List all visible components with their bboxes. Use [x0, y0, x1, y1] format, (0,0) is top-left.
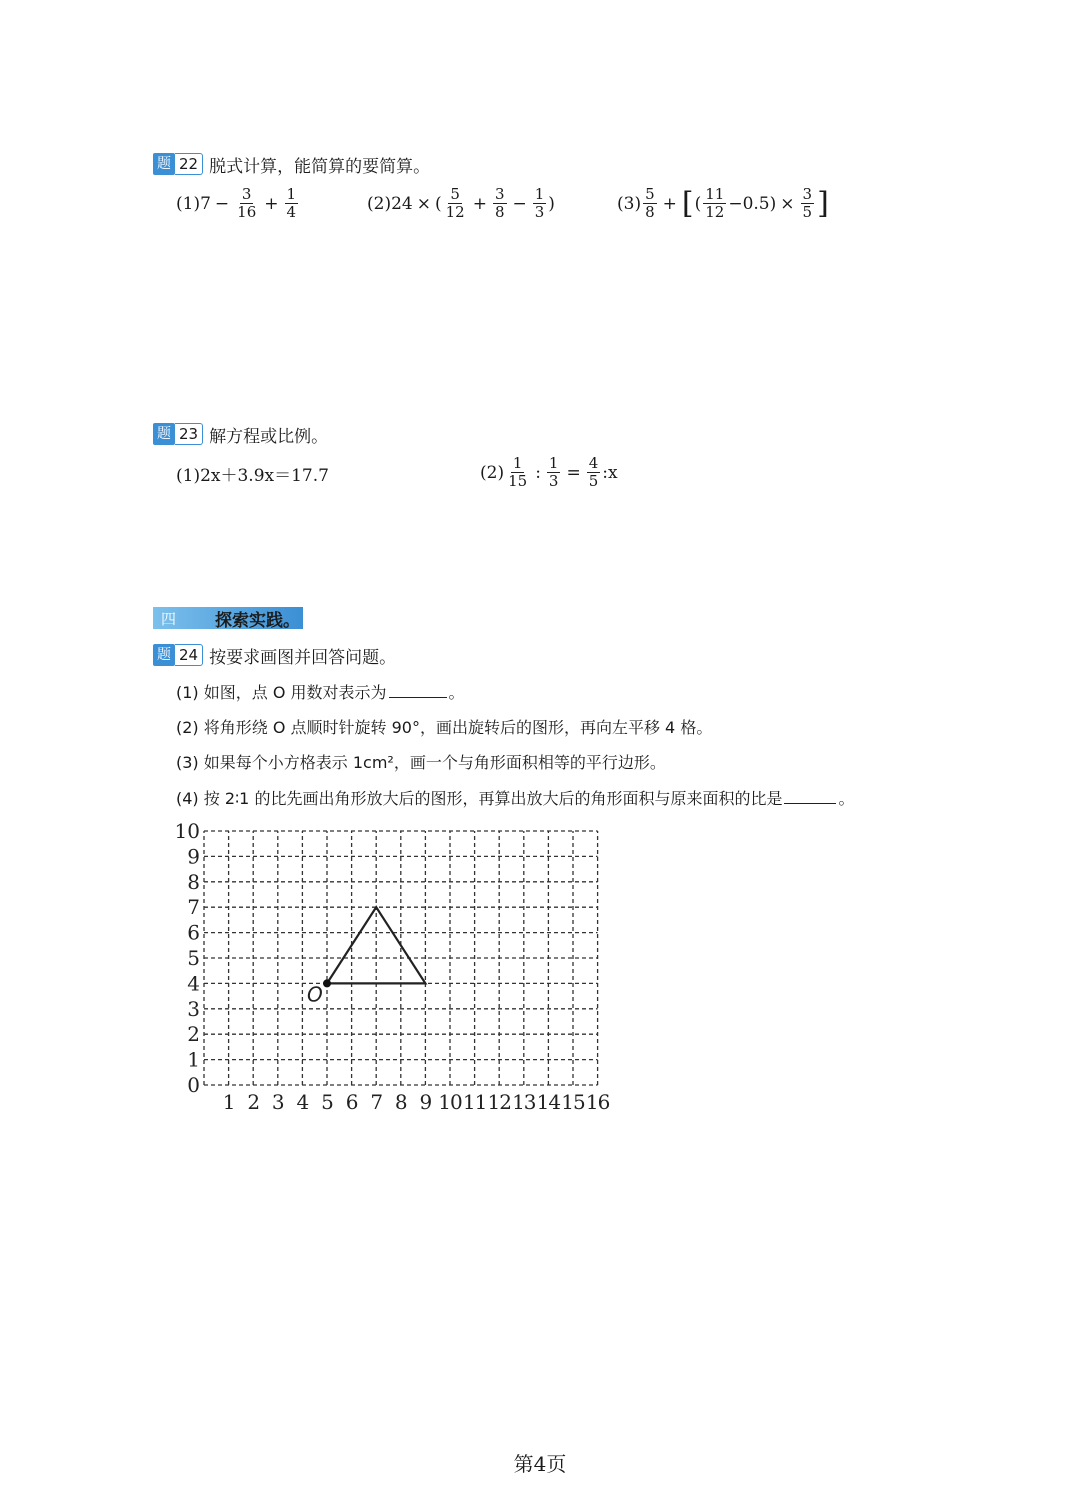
numerator: 1 [286, 185, 297, 203]
operator: + [662, 193, 677, 214]
x-axis-labels [223, 1090, 610, 1114]
x-tick-label: 15 [561, 1090, 585, 1114]
q22-part3 [617, 186, 830, 221]
denominator: 3 [534, 203, 545, 221]
page-footer: 第4页 [513, 1452, 567, 1476]
line-text: (1) 如图，点 O 用数对表示为 [176, 683, 387, 702]
denominator: 5 [588, 472, 599, 490]
paren: ( [694, 193, 702, 214]
fraction [703, 186, 726, 221]
x-tick-label: 6 [345, 1090, 358, 1114]
fraction [506, 455, 529, 490]
y-tick-label: 8 [187, 869, 200, 894]
denominator: 5 [802, 203, 813, 221]
numerator: 5 [645, 185, 655, 203]
question-number: 24 [175, 644, 203, 666]
y-tick-label: 5 [187, 946, 200, 970]
q22-part1 [176, 186, 300, 221]
section-4-header [153, 606, 300, 630]
numerator: 3 [494, 185, 505, 203]
y-tick-label: 0 [187, 1073, 200, 1097]
q22-part2 [367, 186, 555, 221]
x-tick-label: 13 [512, 1090, 536, 1114]
denominator: 12 [705, 203, 725, 221]
x-tick-label: 9 [419, 1090, 432, 1114]
paren: ) [548, 193, 555, 214]
fraction [533, 186, 547, 221]
point-o [323, 979, 331, 987]
x-tick-label: 1 [222, 1090, 235, 1114]
line-text: (4) 按 2∶1 的比先画出角形放大后的图形，再算出放大后的角形面积与原来面积的比是 [176, 789, 783, 808]
numerator: 5 [450, 185, 460, 203]
fraction [643, 186, 657, 221]
q24-line2: (2) 将角形绕 O 点顺时针旋转 90°，画出旋转后的图形，再向左平移 4 格。 [176, 718, 713, 737]
operator: : [535, 462, 541, 483]
grid-lines [204, 831, 598, 1085]
answer-blank[interactable] [389, 683, 447, 698]
paren: ( [434, 193, 442, 214]
numerator: 11 [705, 185, 725, 203]
operator: + [472, 193, 487, 214]
expr-text: (2)24 [367, 193, 413, 214]
x-tick-label: 10 [438, 1090, 462, 1114]
numerator: 4 [588, 454, 599, 472]
operator: = [566, 462, 581, 483]
expr-text: −0.5) [728, 193, 777, 214]
fraction [285, 186, 299, 221]
x-tick-label: 14 [536, 1090, 561, 1114]
x-tick-label: 12 [487, 1090, 511, 1114]
denominator: 8 [645, 203, 655, 221]
expr-text: (1)7 [176, 193, 211, 214]
question-title: 解方程或比例。 [209, 426, 329, 447]
question-22-header [153, 152, 430, 176]
line-text: 。 [448, 683, 465, 702]
point-o-label: O [307, 982, 323, 1007]
q24-line3: (3) 如果每个小方格表示 1cm²，画一个与角形面积相等的平行边形。 [176, 753, 666, 772]
bracket: [ [681, 185, 694, 221]
y-tick-label: 9 [187, 844, 200, 869]
fraction [444, 186, 467, 221]
y-tick-label: 4 [187, 971, 200, 996]
denominator: 16 [237, 203, 257, 221]
x-tick-label: 16 [585, 1090, 610, 1114]
question-badge-icon: 题 [153, 644, 175, 666]
y-tick-label: 6 [187, 920, 200, 945]
denominator: 12 [445, 203, 465, 221]
denominator: 3 [548, 472, 559, 490]
coordinate-grid [170, 815, 620, 1120]
question-number: 22 [175, 153, 203, 175]
x-tick-label: 8 [394, 1090, 407, 1114]
bracket: ] [817, 185, 829, 221]
x-tick-label: 3 [271, 1090, 284, 1114]
q24-line1 [176, 680, 465, 703]
equation-text: (1)2x＋3.9x＝17.7 [176, 466, 329, 486]
section-number: 四 [161, 609, 177, 628]
fraction [587, 455, 601, 490]
operator: − [512, 193, 527, 214]
q24-line4 [176, 786, 854, 809]
expr-text: (3) [617, 193, 642, 214]
operator: − [214, 193, 230, 214]
fraction [493, 186, 507, 221]
denominator: 4 [286, 203, 297, 221]
y-axis-labels [175, 819, 200, 1097]
q23-part1 [176, 461, 329, 486]
y-tick-label: 2 [187, 1022, 200, 1047]
section-title: 探索实践。 [215, 610, 300, 631]
question-badge-icon: 题 [153, 153, 175, 175]
expr-text: :x [602, 462, 618, 483]
numerator: 1 [548, 454, 559, 472]
answer-blank[interactable] [784, 789, 836, 804]
x-tick-label: 2 [247, 1090, 260, 1114]
expr-text: (2) [480, 462, 505, 483]
fraction [235, 186, 258, 221]
question-title: 脱式计算，能简算的要简算。 [209, 156, 431, 177]
x-tick-label: 4 [296, 1090, 309, 1114]
y-tick-label: 10 [174, 819, 200, 843]
operator: + [264, 193, 279, 214]
q23-part2 [480, 455, 618, 490]
question-23-header [153, 422, 328, 446]
operator: × [780, 193, 795, 214]
x-tick-label: 5 [321, 1090, 333, 1114]
denominator: 15 [508, 472, 528, 490]
fraction [801, 186, 815, 221]
question-24-header [153, 643, 396, 667]
x-tick-label: 11 [462, 1090, 487, 1114]
y-tick-label: 7 [187, 895, 200, 920]
numerator: 1 [534, 185, 545, 203]
line-text: 。 [838, 789, 855, 808]
y-tick-label: 3 [187, 996, 200, 1021]
operator: × [416, 193, 431, 214]
denominator: 8 [494, 203, 505, 221]
y-tick-label: 1 [187, 1047, 200, 1072]
numerator: 3 [241, 185, 252, 203]
fraction [547, 455, 561, 490]
question-number: 23 [175, 423, 203, 445]
numerator: 3 [802, 185, 813, 203]
x-tick-label: 7 [370, 1090, 383, 1114]
question-title: 按要求画图并回答问题。 [209, 647, 397, 668]
numerator: 1 [512, 454, 523, 472]
question-badge-icon: 题 [153, 423, 175, 445]
